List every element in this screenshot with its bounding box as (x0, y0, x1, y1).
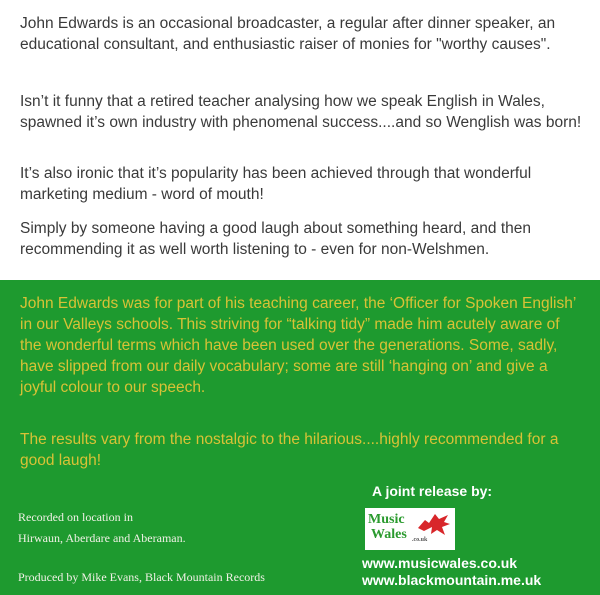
music-wales-logo (365, 508, 455, 550)
intro-section (0, 0, 600, 280)
intro-paragraph-1: John Edwards is an occasional broadcaster, a regular after dinner speaker, an educational consultant, and enthusiastic raiser of monies for "worthy causes". (20, 15, 556, 53)
url-blackmountain[interactable]: www.blackmountain.me.uk (362, 572, 542, 588)
logo-suffix: .co.uk (412, 537, 428, 543)
recorded-line-2: Hirwaun, Aberdare and Aberaman. (18, 531, 186, 545)
intro-paragraph-4: Simply by someone having a good laugh about something heard, and then recommending it as well worth listening to - even for non-Welshmen. (20, 220, 531, 258)
green-band (0, 280, 600, 595)
url-musicwales[interactable]: www.musicwales.co.uk (362, 555, 518, 571)
recorded-line-1: Recorded on location in (18, 510, 133, 524)
joint-release-label: A joint release by: (372, 483, 493, 499)
produced-credit: Produced by Mike Evans, Black Mountain Records (18, 570, 265, 584)
green-paragraph-2: The results vary from the nostalgic to the hilarious....highly recommended for a good laugh! (20, 431, 559, 469)
logo-word-wales: Wales (371, 527, 407, 542)
intro-paragraph-2: Isn’t it funny that a retired teacher analysing how we speak English in Wales, spawned it’s own industry with phenomenal success....and so Wenglish was born! (20, 93, 582, 131)
intro-paragraph-3: It’s also ironic that it’s popularity has been achieved through that wonderful marketing medium - word of mouth! (20, 165, 532, 203)
dragon-icon (415, 510, 453, 538)
logo-word-music: Music (368, 512, 405, 527)
green-paragraph-1: John Edwards was for part of his teaching career, the ‘Officer for Spoken English’ in our Valleys schools. This striving for “talking tidy” made him acutely aware of the wonderful terms which have been used over the generations. Some, sadly, have slipped from our daily vocabulary; some are still ‘hanging on’ and give a joyful colour to our speech. (20, 295, 576, 396)
